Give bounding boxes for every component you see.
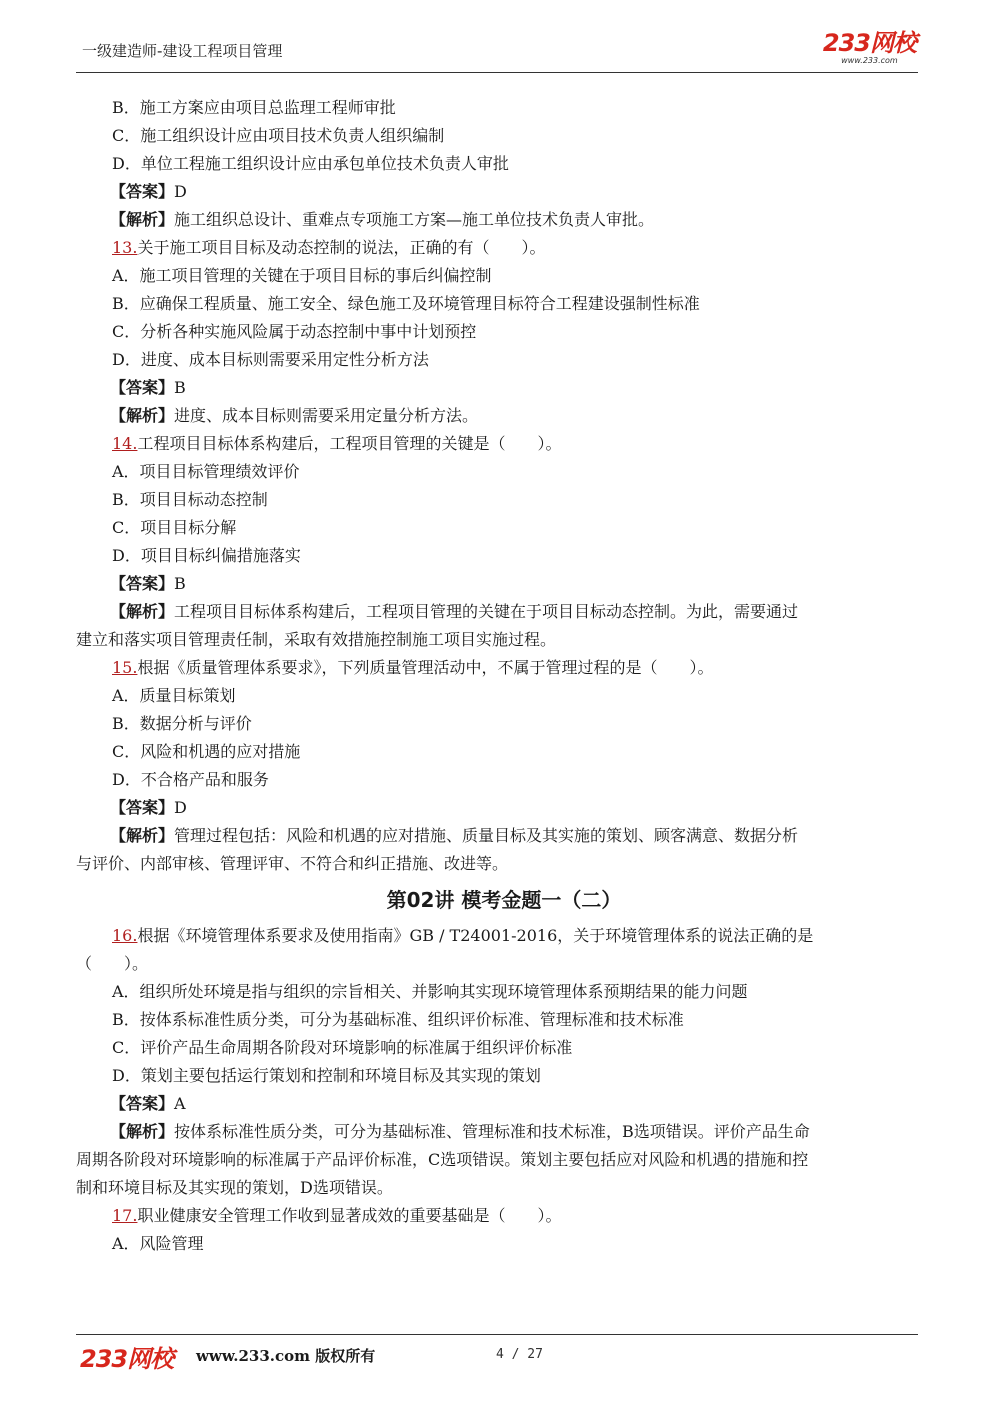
option-line [84, 514, 924, 542]
question-line [84, 430, 924, 458]
line-text: C．施工组织设计应由项目技术负责人组织编制 [112, 126, 445, 145]
line-text: A [174, 1094, 186, 1113]
answer-label: 【答案】 [110, 574, 175, 593]
line-text: 建立和落实项目管理责任制，采取有效措施控制施工项目实施过程。 [76, 630, 557, 649]
answer-line [84, 1118, 924, 1146]
answer-line [84, 822, 924, 850]
line-text: （ ）。 [76, 954, 149, 973]
line-text: B [174, 574, 186, 593]
line-text: D．单位工程施工组织设计应由承包单位技术负责人审批 [112, 154, 509, 173]
line-text: C．项目目标分解 [112, 518, 237, 537]
line-text: B．按体系标准性质分类，可分为基础标准、组织评价标准、管理标准和技术标准 [112, 1010, 684, 1029]
option-line [84, 458, 924, 486]
continuation-line [76, 850, 924, 878]
question-number: 17. [112, 1206, 138, 1225]
section-heading-text: 第02讲 模考金题一（二） [386, 888, 622, 912]
answer-line [84, 206, 924, 234]
continuation-line [76, 1174, 924, 1202]
option-line [84, 122, 924, 150]
option-line [84, 710, 924, 738]
answer-label: 【解析】 [110, 826, 175, 845]
option-line [84, 682, 924, 710]
footer-copyright: www.233.com 版权所有 [196, 1347, 376, 1365]
option-line [84, 262, 924, 290]
line-text: 工程项目目标体系构建后，工程项目管理的关键在于项目目标动态控制。为此，需要通过 [174, 602, 799, 621]
option-line [84, 318, 924, 346]
question-line [84, 1202, 924, 1230]
line-text: 工程项目目标体系构建后，工程项目管理的关键是（ ）。 [137, 434, 562, 453]
option-line [84, 766, 924, 794]
line-text: B．应确保工程质量、施工安全、绿色施工及环境管理目标符合工程建设强制性标准 [112, 294, 700, 313]
question-number: 13. [112, 238, 138, 257]
line-text: B．施工方案应由项目总监理工程师审批 [112, 98, 396, 117]
question-line [84, 654, 924, 682]
continuation-line [76, 950, 924, 978]
line-text: D [174, 798, 187, 817]
answer-line [84, 598, 924, 626]
option-line [84, 1062, 924, 1090]
option-line [84, 978, 924, 1006]
line-text: 周期各阶段对环境影响的标准属于产品评价标准，C选项错误。策划主要包括应对风险和机遇的措施和控 [76, 1150, 809, 1169]
option-line [84, 1230, 924, 1258]
answer-label: 【答案】 [110, 798, 175, 817]
option-line [84, 1006, 924, 1034]
line-text: D．不合格产品和服务 [112, 770, 269, 789]
option-line [84, 346, 924, 374]
page-footer [76, 1334, 918, 1371]
line-text: A．风险管理 [112, 1234, 204, 1253]
answer-line [84, 794, 924, 822]
answer-label: 【解析】 [110, 210, 175, 229]
option-line [84, 94, 924, 122]
option-line [84, 150, 924, 178]
line-text: D．进度、成本目标则需要采用定性分析方法 [112, 350, 429, 369]
answer-line [84, 1090, 924, 1118]
brand-logo [823, 30, 916, 65]
section-heading [84, 878, 924, 922]
line-text: 进度、成本目标则需要采用定量分析方法。 [174, 406, 479, 425]
answer-line [84, 402, 924, 430]
page-header [76, 28, 918, 73]
line-text: A．质量目标策划 [112, 686, 236, 705]
option-line [84, 542, 924, 570]
line-text: 按体系标准性质分类，可分为基础标准、管理标准和技术标准，B选项错误。评价产品生命 [174, 1122, 810, 1141]
question-number: 14. [112, 434, 138, 453]
line-text: A．施工项目管理的关键在于项目目标的事后纠偏控制 [112, 266, 492, 285]
answer-label: 【解析】 [110, 602, 175, 621]
option-line [84, 486, 924, 514]
line-text: 管理过程包括：风险和机遇的应对措施、质量目标及其实施的策划、顾客满意、数据分析 [174, 826, 799, 845]
line-text: 关于施工项目目标及动态控制的说法，正确的有（ ）。 [137, 238, 546, 257]
option-line [84, 290, 924, 318]
line-text: C．分析各种实施风险属于动态控制中事中计划预控 [112, 322, 477, 341]
answer-label: 【解析】 [110, 406, 175, 425]
line-text: 职业健康安全管理工作收到显著成效的重要基础是（ ）。 [137, 1206, 562, 1225]
page-number: 4 / 27 [496, 1347, 543, 1362]
document-body [76, 94, 924, 1258]
line-text: A．项目目标管理绩效评价 [112, 462, 300, 481]
line-text: D．项目目标纠偏措施落实 [112, 546, 301, 565]
answer-line [84, 570, 924, 598]
option-line [84, 1034, 924, 1062]
question-number: 15. [112, 658, 138, 677]
line-text: A．组织所处环境是指与组织的宗旨相关、并影响其实现环境管理体系预期结果的能力问题 [112, 982, 748, 1001]
footer-brand-logo: 233网校 [80, 1345, 174, 1373]
line-text: 施工组织总设计、重难点专项施工方案—施工单位技术负责人审批。 [174, 210, 655, 229]
line-text: D [174, 182, 187, 201]
continuation-line [76, 626, 924, 654]
brand-name: 233网校 [822, 29, 916, 57]
answer-label: 【答案】 [110, 378, 175, 397]
question-line [84, 922, 924, 950]
line-text: 根据《质量管理体系要求》，下列质量管理活动中，不属于管理过程的是（ ）。 [137, 658, 714, 677]
line-text: B．项目目标动态控制 [112, 490, 268, 509]
answer-label: 【解析】 [110, 1122, 175, 1141]
option-line [84, 738, 924, 766]
answer-label: 【答案】 [110, 1094, 175, 1113]
line-text: 根据《环境管理体系要求及使用指南》GB / T24001-2016，关于环境管理体系的说法正确的是 [137, 926, 814, 945]
line-text: 与评价、内部审核、管理评审、不符合和纠正措施、改进等。 [76, 854, 509, 873]
question-number: 16. [112, 926, 138, 945]
brand-url: www.233.com [841, 56, 898, 65]
answer-line [84, 178, 924, 206]
answer-line [84, 374, 924, 402]
answer-label: 【答案】 [110, 182, 175, 201]
line-text: C．风险和机遇的应对措施 [112, 742, 301, 761]
line-text: B．数据分析与评价 [112, 714, 252, 733]
continuation-line [76, 1146, 924, 1174]
line-text: 制和环境目标及其实现的策划，D选项错误。 [76, 1178, 393, 1197]
line-text: C．评价产品生命周期各阶段对环境影响的标准属于组织评价标准 [112, 1038, 573, 1057]
document-title: 一级建造师-建设工程项目管理 [82, 42, 283, 60]
line-text: B [174, 378, 186, 397]
line-text: D．策划主要包括运行策划和控制和环境目标及其实现的策划 [112, 1066, 541, 1085]
question-line [84, 234, 924, 262]
